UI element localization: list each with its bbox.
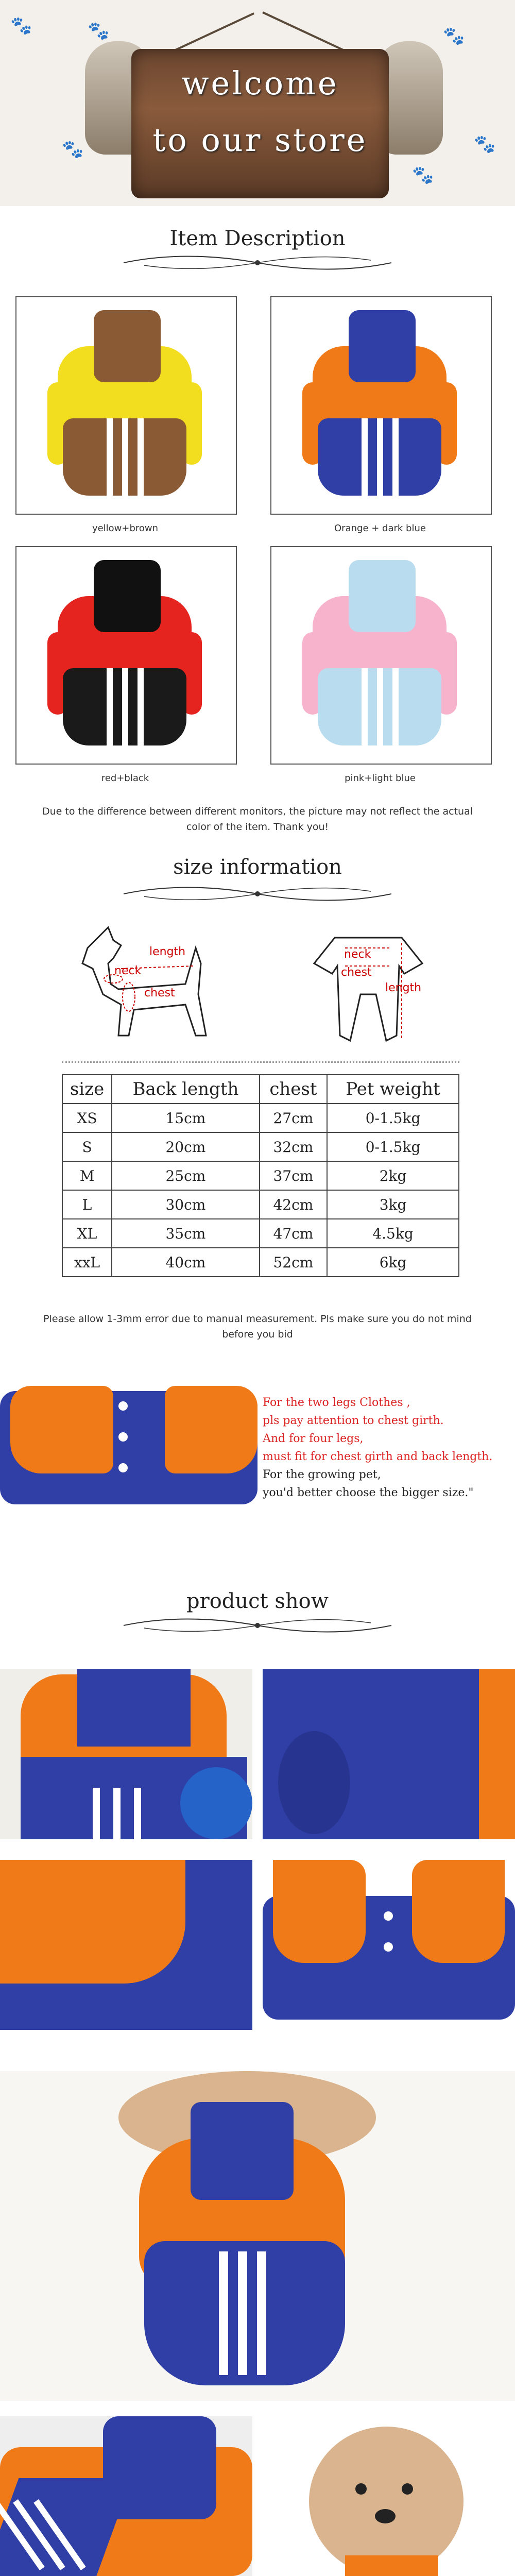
product-photo-hood [0, 1669, 252, 1839]
hoodie-illustration [47, 310, 202, 496]
variant-image [15, 546, 237, 765]
flourish-divider [113, 252, 402, 273]
table-cell: 20cm [112, 1132, 260, 1161]
table-row [62, 1219, 459, 1248]
measurement-note: Please allow 1-3mm error due to manual measurement. Pls make sure you do not mind before you bid [43, 1313, 472, 1340]
flourish-divider [113, 884, 402, 904]
neck-label: neck [344, 948, 371, 961]
advice-line: And for four legs, [263, 1432, 364, 1445]
advice-line: pls pay attention to chest girth. [263, 1414, 444, 1427]
length-label: length [385, 981, 422, 994]
table-cell: 6kg [327, 1248, 459, 1277]
table-cell: xxL [62, 1248, 112, 1277]
table-cell: L [62, 1190, 112, 1219]
variant-image [270, 296, 492, 515]
hoodie-illustration [302, 310, 457, 496]
table-cell: 30cm [112, 1190, 260, 1219]
table-cell: M [62, 1161, 112, 1190]
table-cell: 52cm [260, 1248, 327, 1277]
color-disclaimer: Due to the difference between different monitors, the picture may not reflect the actual color of the item. Thank you! [42, 806, 473, 833]
size-table [62, 1074, 459, 1277]
table-cell: 42cm [260, 1190, 327, 1219]
paw-icon: 🐾 [443, 26, 465, 46]
table-cell: 37cm [260, 1161, 327, 1190]
table-row [62, 1104, 459, 1132]
table-cell: 0-1.5kg [327, 1104, 459, 1132]
welcome-banner [0, 0, 515, 206]
paw-icon: 🐾 [88, 21, 110, 41]
table-row [62, 1248, 459, 1277]
hoodie-illustration [302, 560, 457, 745]
table-cell: 3kg [327, 1190, 459, 1219]
table-header-cell: size [62, 1075, 112, 1104]
table-cell: 40cm [112, 1248, 260, 1277]
table-cell: 2kg [327, 1161, 459, 1190]
size-information-title: size information [173, 855, 342, 879]
advice-line: For the growing pet, [263, 1468, 381, 1481]
paw-icon: 🐾 [474, 134, 496, 155]
paw-icon: 🐾 [412, 165, 434, 185]
table-row [62, 1161, 459, 1190]
table-cell: 35cm [112, 1219, 260, 1248]
table-cell: 0-1.5kg [327, 1132, 459, 1161]
hoodie-closeup-photo [0, 1370, 258, 1525]
product-photo-fabric [263, 1669, 515, 1839]
product-photo-buttons [263, 1860, 515, 2030]
table-cell: 47cm [260, 1219, 327, 1248]
sign-rope [169, 12, 254, 54]
dog-measure-diagram [72, 917, 221, 1041]
table-cell: 25cm [112, 1161, 260, 1190]
table-row [62, 1132, 459, 1161]
chest-label: chest [144, 987, 175, 999]
chest-label: chest [341, 966, 372, 979]
table-cell: S [62, 1132, 112, 1161]
variant-caption: pink+light blue [345, 773, 416, 784]
table-row [62, 1190, 459, 1219]
product-photo-dog-wearing [0, 2071, 515, 2401]
neck-label: neck [114, 964, 142, 977]
table-cell: XL [62, 1219, 112, 1248]
banner-line-1: welcome [181, 64, 339, 102]
hoodie-illustration [47, 560, 202, 745]
table-cell: 27cm [260, 1104, 327, 1132]
variant-caption: yellow+brown [92, 523, 159, 534]
paw-icon: 🐾 [62, 139, 84, 160]
table-header-cell: Back length [112, 1075, 260, 1104]
table-header-cell: chest [260, 1075, 327, 1104]
length-label: length [149, 945, 186, 958]
table-header-row [62, 1075, 459, 1104]
dotted-divider [62, 1061, 459, 1063]
table-cell: 15cm [112, 1104, 260, 1132]
variant-image [270, 546, 492, 765]
paw-icon: 🐾 [10, 15, 32, 36]
advice-line: must fit for chest girth and back length. [263, 1450, 493, 1463]
table-cell: XS [62, 1104, 112, 1132]
product-photo-sleeve [0, 1860, 252, 2030]
table-cell: 4.5kg [327, 1219, 459, 1248]
table-cell: 32cm [260, 1132, 327, 1161]
item-description-title: Item Description [169, 227, 346, 250]
flourish-divider [113, 1615, 402, 1636]
sizing-advice [263, 1394, 510, 1502]
product-photo-dog-face [263, 2416, 515, 2576]
sign-rope [262, 11, 352, 55]
table-header-cell: Pet weight [327, 1075, 459, 1104]
banner-line-2: to our store [152, 121, 368, 159]
variant-caption: Orange + dark blue [334, 523, 426, 534]
advice-line: you'd better choose the bigger size." [263, 1486, 474, 1499]
advice-line: For the two legs Clothes , [263, 1396, 410, 1409]
variant-caption: red+black [101, 773, 149, 784]
product-photo-back-stripes [0, 2416, 252, 2576]
wooden-sign [131, 49, 389, 198]
product-show-title: product show [186, 1589, 329, 1613]
variant-image [15, 296, 237, 515]
